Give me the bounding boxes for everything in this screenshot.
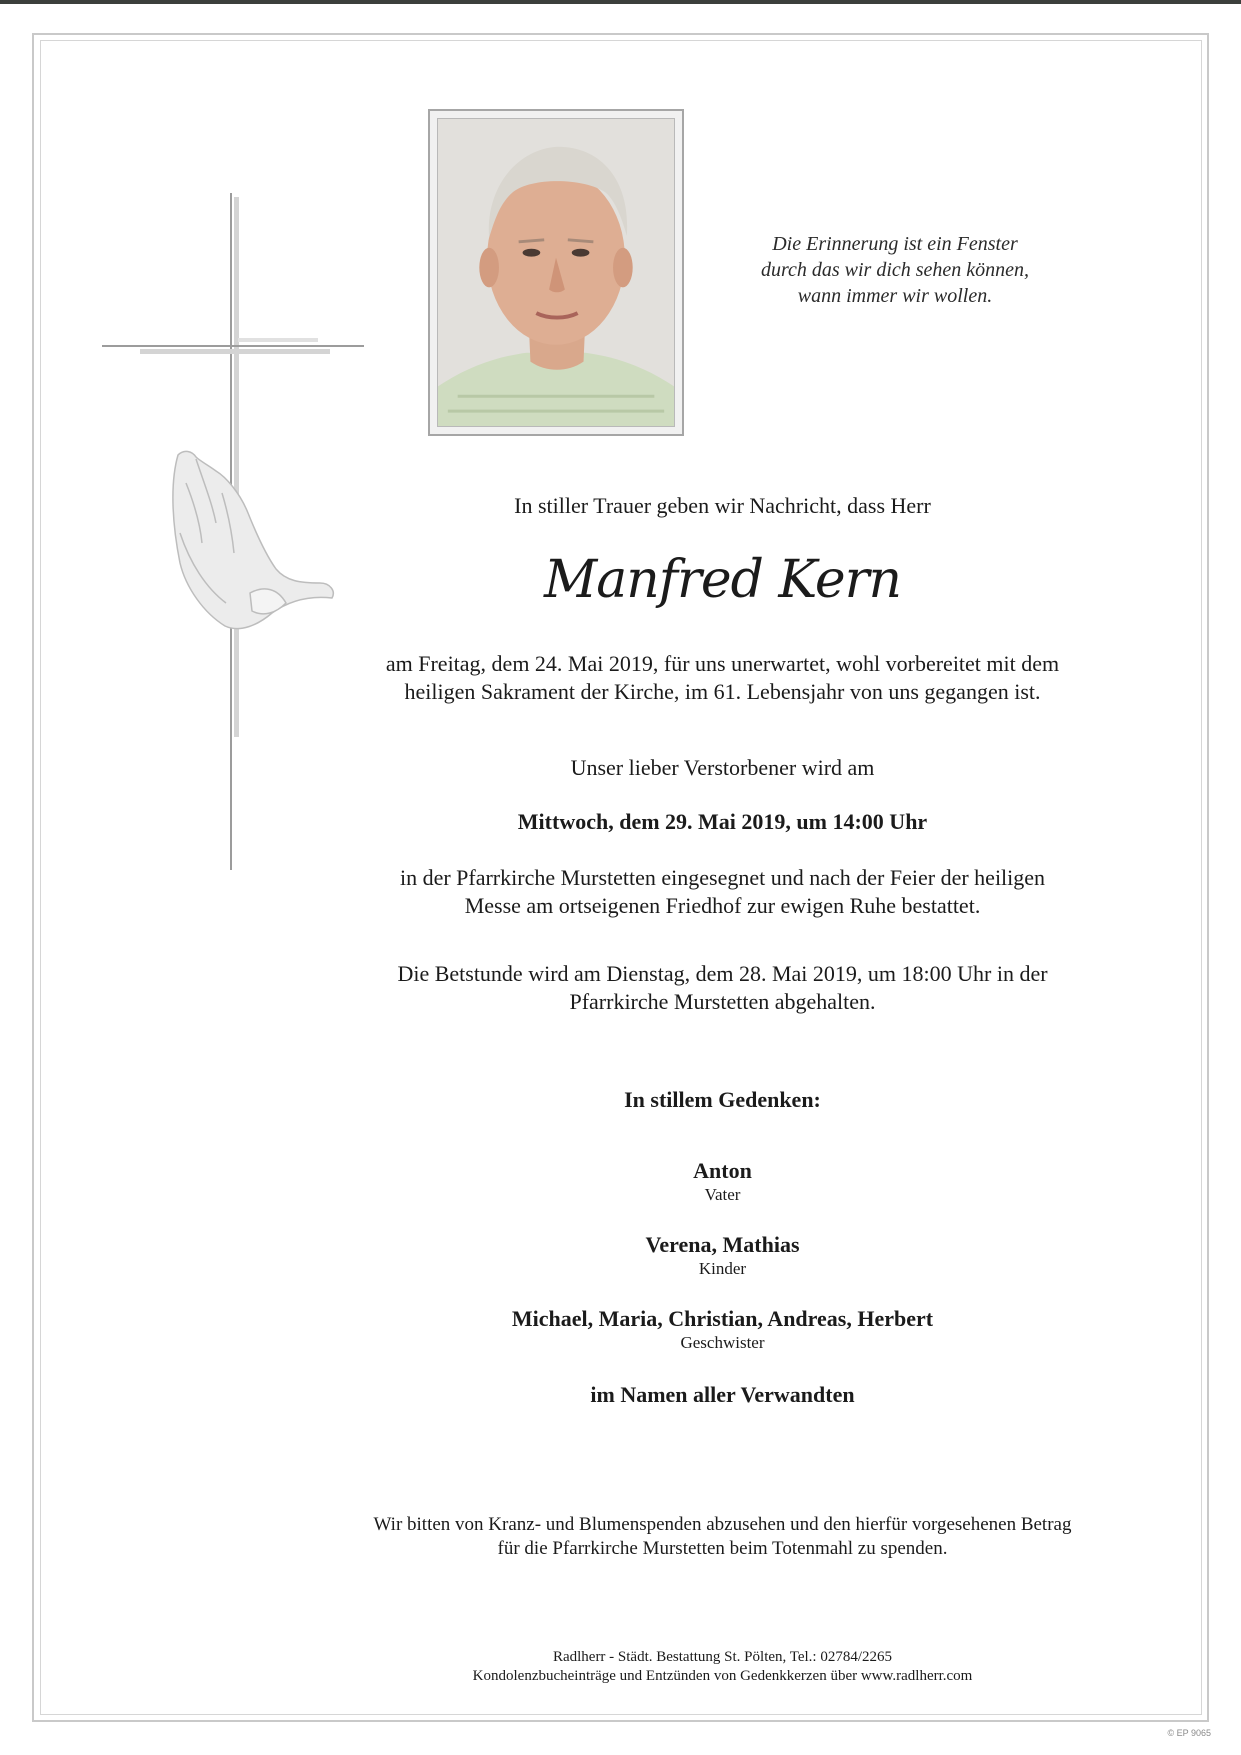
mourner-names: Verena, Mathias (645, 1232, 800, 1257)
death-notice-line: heiligen Sakrament der Kirche, im 61. Lebensjahr von uns gegangen ist. (404, 679, 1041, 704)
undertaker-footer (300, 1648, 1145, 1686)
mourner-names: Anton (693, 1158, 752, 1183)
donation-request-line: für die Pfarrkirche Murstetten beim Totenmahl zu spenden. (497, 1538, 948, 1559)
product-code: © EP 9065 (1167, 1728, 1211, 1738)
deceased-name: Manfred Kern (543, 550, 901, 610)
quote-line: durch das wir dich sehen können, (760, 259, 1030, 281)
mourner-group (300, 1232, 1145, 1280)
prayer-hour (300, 960, 1145, 1016)
portrait-frame (428, 109, 684, 436)
prayer-hour-line: Die Betstunde wird am Dienstag, dem 28. Mai 2019, um 18:00 Uhr in der (397, 961, 1048, 986)
mourner-relation: Geschwister (680, 1333, 765, 1352)
quote-line: Die Erinnerung ist ein Fenster (772, 233, 1018, 255)
intro-text: In stiller Trauer geben wir Nachricht, dass Herr (514, 493, 931, 518)
top-edge-bar (0, 0, 1241, 4)
mourner-names: Michael, Maria, Christian, Andreas, Herbert (511, 1306, 934, 1331)
mourner-group (300, 1158, 1145, 1206)
funeral-details-line: in der Pfarrkirche Murstetten eingesegnet und nach der Feier der heiligen (399, 865, 1046, 890)
memorial-quote (720, 231, 1070, 309)
footer-line: Kondolenzbucheinträge und Entzünden von Gedenkkerzen über www.radlherr.com (472, 1668, 973, 1684)
quote-line: wann immer wir wollen. (797, 285, 993, 307)
death-notice-line: am Freitag, dem 24. Mai 2019, für uns unerwartet, wohl vorbereitet mit dem (385, 651, 1060, 676)
funeral-details (300, 864, 1145, 920)
donation-request (300, 1513, 1145, 1561)
mourner-relation: Vater (704, 1185, 741, 1204)
funeral-date: Mittwoch, dem 29. Mai 2019, um 14:00 Uhr (517, 809, 928, 834)
funeral-intro: Unser lieber Verstorbener wird am (570, 755, 875, 780)
portrait-photo (437, 118, 675, 427)
funeral-details-line: Messe am ortseigenen Friedhof zur ewigen Ruhe bestattet. (464, 893, 981, 918)
closing-line: im Namen aller Verwandten (590, 1382, 855, 1407)
mourners-heading: In stillem Gedenken: (624, 1087, 821, 1112)
mourner-relation: Kinder (698, 1259, 747, 1278)
prayer-hour-line: Pfarrkirche Murstetten abgehalten. (569, 989, 876, 1014)
mourner-group (300, 1306, 1145, 1354)
death-notice (300, 650, 1145, 706)
footer-line: Radlherr - Städt. Bestattung St. Pölten, Tel.: 02784/2265 (552, 1649, 893, 1665)
donation-request-line: Wir bitten von Kranz- und Blumenspenden abzusehen und den hierfür vorgesehenen Betrag (373, 1514, 1072, 1535)
